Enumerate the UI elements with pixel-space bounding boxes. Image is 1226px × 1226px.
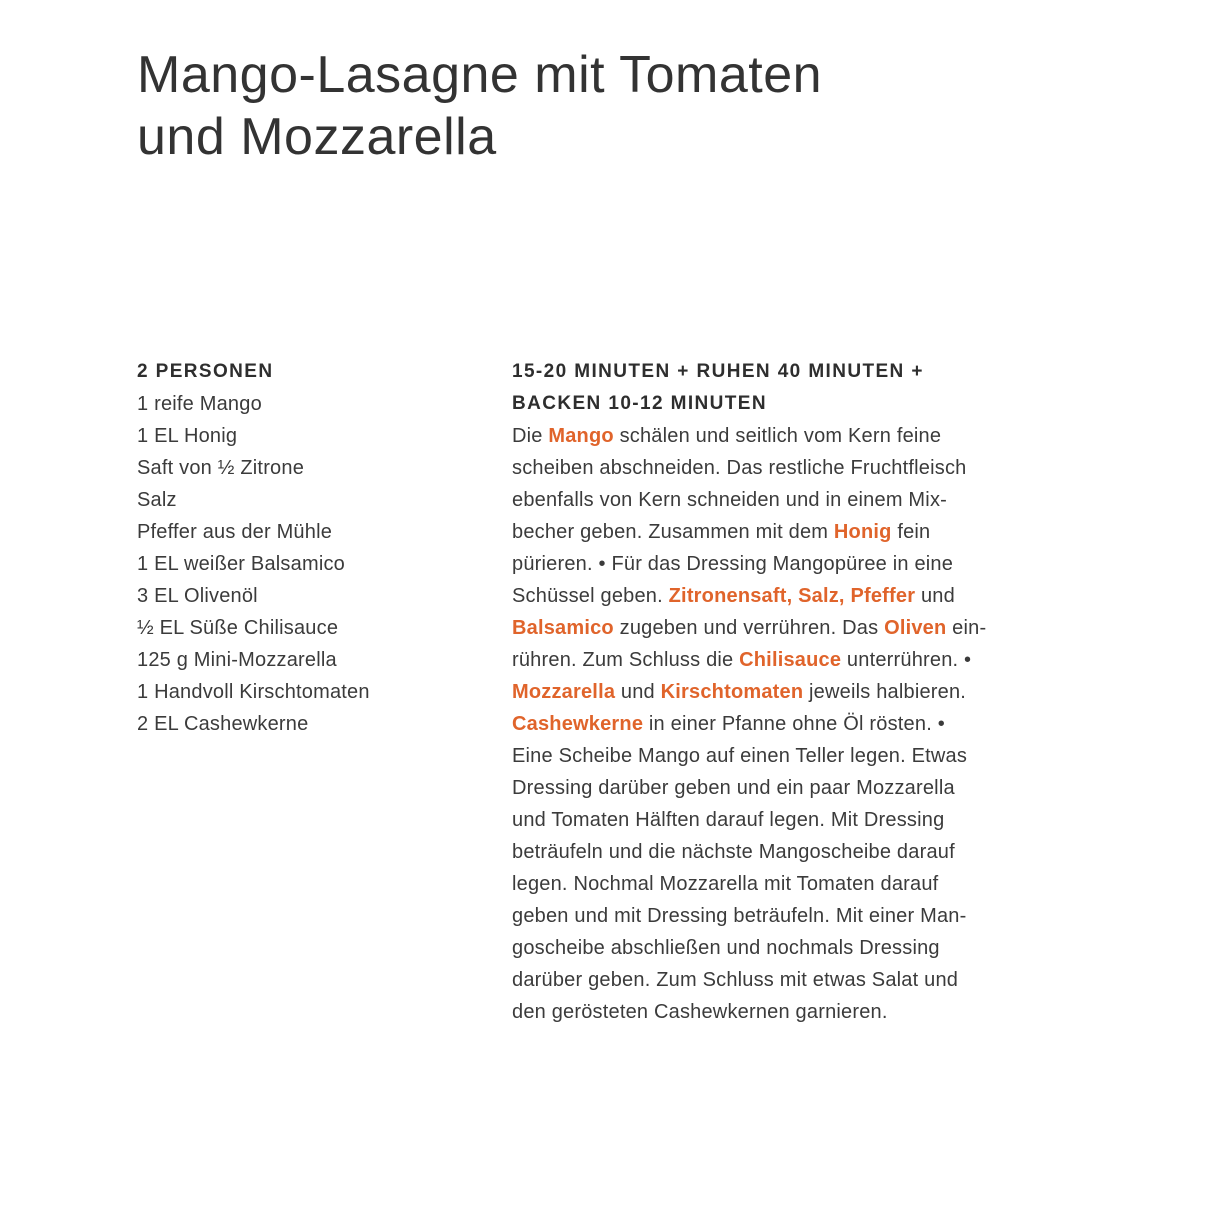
instruction-line bbox=[512, 420, 1072, 452]
ingredient-highlight: Zitronensaft, Salz, Pfeffer bbox=[668, 585, 916, 607]
instruction-line bbox=[512, 868, 1072, 900]
ingredient-item: 1 EL weißer Balsamico bbox=[137, 553, 345, 575]
instruction-line bbox=[512, 516, 1072, 548]
instruction-text: darüber geben. Zum Schluss mit etwas Salat und bbox=[512, 969, 959, 991]
ingredient-highlight: Mozzarella bbox=[512, 681, 616, 703]
instruction-text: in einer Pfanne ohne Öl rösten. • bbox=[643, 713, 945, 735]
instruction-text: beträufeln und die nächste Mangoscheibe darauf bbox=[512, 841, 955, 863]
ingredient-highlight: Balsamico bbox=[512, 617, 614, 639]
servings-heading: 2 PERSONEN bbox=[137, 361, 274, 382]
instruction-text: pürieren. • Für das Dressing Mangopüree in eine bbox=[512, 553, 954, 575]
ingredient-highlight: Cashewkerne bbox=[512, 713, 644, 735]
instruction-text: und bbox=[615, 681, 661, 703]
instruction-text: Schüssel geben. bbox=[512, 585, 669, 607]
instruction-line bbox=[512, 964, 1072, 996]
instruction-text: und bbox=[915, 585, 955, 607]
instruction-line bbox=[512, 484, 1072, 516]
instruction-line bbox=[512, 644, 1072, 676]
instruction-line bbox=[512, 452, 1072, 484]
ingredient-item: Pfeffer aus der Mühle bbox=[137, 521, 333, 543]
instruction-text: jeweils halbieren. bbox=[803, 681, 967, 703]
instruction-text: schälen und seitlich vom Kern feine bbox=[613, 425, 942, 447]
instruction-line bbox=[512, 676, 1072, 708]
instruction-line bbox=[512, 772, 1072, 804]
instruction-line bbox=[512, 900, 1072, 932]
instruction-text: Eine Scheibe Mango auf einen Teller legen. Etwas bbox=[512, 745, 968, 767]
page-title bbox=[137, 44, 822, 168]
ingredient-highlight: Chilisauce bbox=[739, 649, 842, 671]
instruction-text: rühren. Zum Schluss die bbox=[512, 649, 740, 671]
instruction-line bbox=[512, 580, 1072, 612]
ingredients-column bbox=[137, 356, 477, 740]
instruction-text: Dressing darüber geben und ein paar Mozzarella bbox=[512, 777, 955, 799]
time-heading-line-1: 15-20 MINUTEN + RUHEN 40 MINUTEN + bbox=[512, 361, 924, 382]
instruction-line bbox=[512, 548, 1072, 580]
ingredient-item: 2 EL Cashewkerne bbox=[137, 713, 309, 735]
instructions-text bbox=[512, 420, 1072, 1028]
instruction-text: becher geben. Zusammen mit dem bbox=[512, 521, 834, 543]
instruction-text: ebenfalls von Kern schneiden und in einem Mix- bbox=[512, 489, 948, 511]
instruction-text: legen. Nochmal Mozzarella mit Tomaten darauf bbox=[512, 873, 939, 895]
instruction-text: geben und mit Dressing beträufeln. Mit einer Man- bbox=[512, 905, 967, 927]
ingredient-item: Saft von ½ Zitrone bbox=[137, 457, 305, 479]
instruction-line bbox=[512, 708, 1072, 740]
instruction-line bbox=[512, 932, 1072, 964]
page-title-line-1: Mango-Lasagne mit Tomaten bbox=[137, 46, 823, 104]
ingredient-item: 1 reife Mango bbox=[137, 393, 262, 415]
instruction-text: und Tomaten Hälften darauf legen. Mit Dressing bbox=[512, 809, 945, 831]
instruction-text: zugeben und verrühren. Das bbox=[613, 617, 885, 639]
ingredient-item: Salz bbox=[137, 489, 177, 511]
instruction-text: den gerösteten Cashewkernen garnieren. bbox=[512, 1001, 888, 1023]
ingredient-item: 3 EL Olivenöl bbox=[137, 585, 258, 607]
ingredient-item: 1 EL Honig bbox=[137, 425, 238, 447]
ingredient-highlight: Mango bbox=[548, 425, 614, 447]
instruction-text: unterrühren. • bbox=[841, 649, 972, 671]
instruction-line bbox=[512, 996, 1072, 1028]
ingredient-highlight: Honig bbox=[833, 521, 892, 543]
ingredient-item: 1 Handvoll Kirschtomaten bbox=[137, 681, 370, 703]
instruction-text: ein- bbox=[946, 617, 987, 639]
instruction-line bbox=[512, 612, 1072, 644]
ingredient-item: 125 g Mini-Mozzarella bbox=[137, 649, 337, 671]
ingredient-highlight: Oliven bbox=[884, 617, 947, 639]
instruction-line bbox=[512, 836, 1072, 868]
time-heading-line-2: BACKEN 10-12 MINUTEN bbox=[512, 393, 767, 414]
instruction-text: fein bbox=[891, 521, 931, 543]
ingredient-highlight: Kirschtomaten bbox=[660, 681, 804, 703]
instruction-line bbox=[512, 804, 1072, 836]
instruction-text: goscheibe abschließen und nochmals Dressing bbox=[512, 937, 940, 959]
preparation-column bbox=[512, 356, 1072, 1028]
page-title-line-2: und Mozzarella bbox=[137, 108, 497, 166]
instruction-text: scheiben abschneiden. Das restliche Fruchtfleisch bbox=[512, 457, 967, 479]
instruction-text: Die bbox=[512, 425, 549, 447]
instruction-line bbox=[512, 740, 1072, 772]
ingredient-item: ½ EL Süße Chilisauce bbox=[137, 617, 339, 639]
